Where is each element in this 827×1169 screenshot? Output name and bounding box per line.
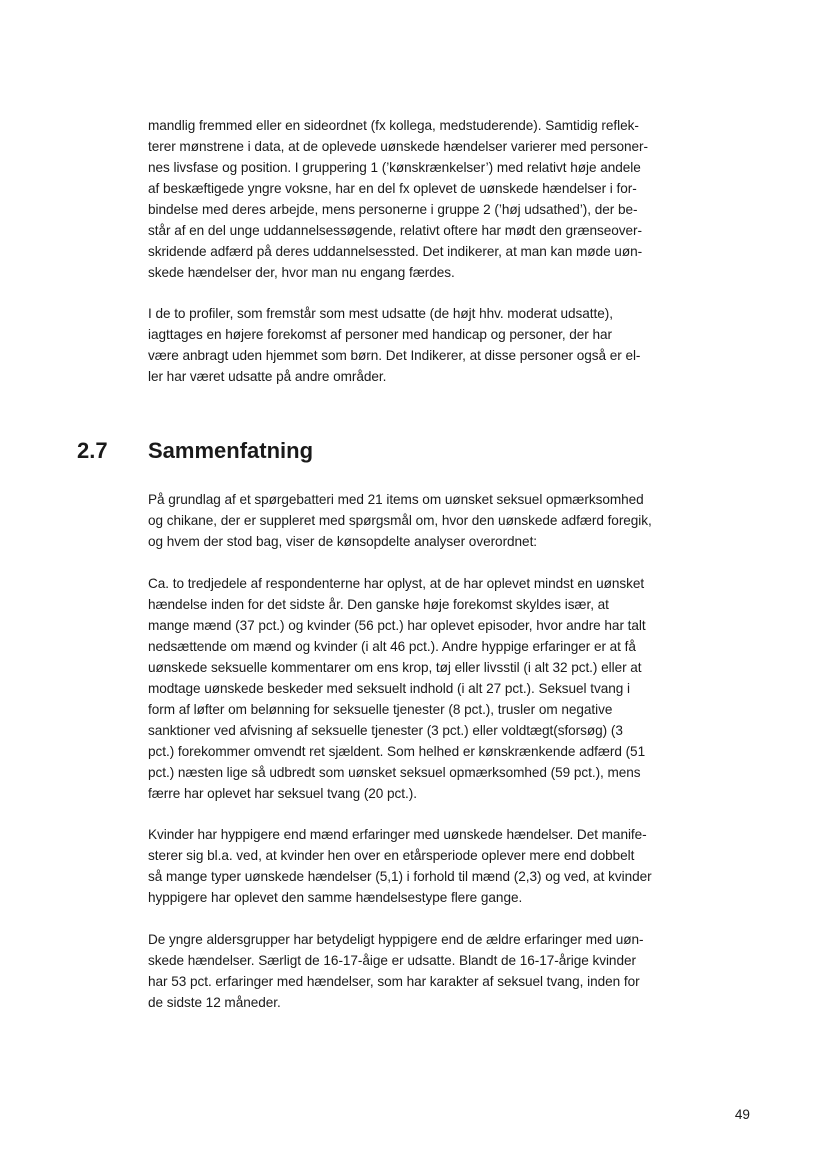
text-line: form af løfter om belønning for seksuelle tjenester (8 pct.), trusler om negative	[148, 702, 613, 717]
text-line: I de to profiler, som fremstår som mest udsatte (de højt hhv. moderat udsatte),	[148, 306, 613, 321]
text-line: mange mænd (37 pct.) og kvinder (56 pct.) har oplevet episoder, hvor andre har talt	[148, 618, 646, 633]
text-line: og hvem der stod bag, viser de kønsopdelte analyser overordnet:	[148, 534, 538, 549]
text-line: hyppigere har oplevet den samme hændelsestype flere gange.	[148, 890, 523, 905]
text-line: Kvinder har hyppigere end mænd erfaringer med uønskede hændelser. Det manife-	[148, 827, 647, 842]
paragraph-gender-difference	[148, 824, 706, 908]
text-line: skede hændelser der, hvor man nu engang færdes.	[148, 265, 455, 280]
text-line: nedsættende om mænd og kvinder (i alt 46 pct.). Andre hyppige erfaringer er at få	[148, 639, 636, 654]
text-line: terer mønstrene i data, at de oplevede uønskede hændelser varierer med personer-	[148, 139, 648, 154]
text-line: og chikane, der er suppleret med spørgsmål om, hvor den uønskede adfærd foregik,	[148, 513, 652, 528]
text-line: bindelse med deres arbejde, mens personerne i gruppe 2 (’høj udsathed’), der be-	[148, 202, 638, 217]
section-number: 2.7	[77, 438, 108, 463]
text-line: står af en del unge uddannelsessøgende, relativt oftere har mødt den grænseover-	[148, 223, 642, 238]
text-line: hændelse inden for det sidste år. Den ganske høje forekomst skyldes især, at	[148, 597, 609, 612]
text-line: mandlig fremmed eller en sideordnet (fx kollega, medstuderende). Samtidig reflek-	[148, 118, 639, 133]
text-line: Ca. to tredjedele af respondenterne har oplyst, at de har oplevet mindst en uønsket	[148, 576, 645, 591]
text-line: nes livsfase og position. I gruppering 1 (’kønskrænkelser’) med relativt høje andele	[148, 160, 641, 175]
text-line: færre har oplevet har seksuel tvang (20 pct.).	[148, 786, 417, 801]
text-line: de sidste 12 måneder.	[148, 995, 281, 1010]
text-line: modtage uønskede beskeder med seksuelt indhold (i alt 27 pct.). Seksuel tvang i	[148, 681, 630, 696]
text-line: sanktioner ved afvisning af seksuelle tjenester (3 pct.) eller voldtægt(sforsøg) (3	[148, 723, 623, 738]
text-line: uønskede seksuelle kommentarer om ens krop, tøj eller livsstil (i alt 32 pct.) eller at	[148, 660, 642, 675]
text-line: De yngre aldersgrupper har betydeligt hyppigere end de ældre erfaringer med uøn-	[148, 932, 644, 947]
text-line: skede hændelser. Særligt de 16-17-åige er udsatte. Blandt de 16-17-årige kvinder	[148, 953, 636, 968]
paragraph-intro-continued	[148, 115, 706, 283]
text-line: På grundlag af et spørgebatteri med 21 items om uønsket seksuel opmærksomhed	[148, 492, 644, 507]
text-line: så mange typer uønskede hændelser (5,1) i forhold til mænd (2,3) og ved, at kvinder	[148, 869, 652, 884]
text-line: har 53 pct. erfaringer med hændelser, som har karakter af seksuel tvang, inden for	[148, 974, 640, 989]
text-line: være anbragt uden hjemmet som børn. Det Indikerer, at disse personer også er el-	[148, 348, 641, 363]
text-line: ler har været udsatte på andre områder.	[148, 369, 387, 384]
text-line: skridende adfærd på deres uddannelsessted. Det indikerer, at man kan møde uøn-	[148, 244, 643, 259]
paragraph-profiles	[148, 303, 706, 387]
text-line: sterer sig bl.a. ved, at kvinder hen over en etårsperiode oplever mere end dobbelt	[148, 848, 635, 863]
text-line: pct.) forekommer omvendt ret sjældent. Som helhed er kønskrænkende adfærd (51	[148, 744, 646, 759]
paragraph-prevalence	[148, 573, 706, 804]
page-number: 49	[734, 1107, 750, 1122]
text-line: iagttages en højere forekomst af personer med handicap og personer, der har	[148, 327, 613, 342]
paragraph-age-difference	[148, 929, 706, 1013]
section-title: Sammenfatning	[148, 438, 314, 463]
paragraph-summary-intro	[148, 489, 706, 552]
text-line: af beskæftigede yngre voksne, har en del fx oplevet de uønskede hændelser i for-	[148, 181, 637, 196]
text-line: pct.) næsten lige så udbredt som uønsket seksuel opmærksomhed (59 pct.), mens	[148, 765, 641, 780]
